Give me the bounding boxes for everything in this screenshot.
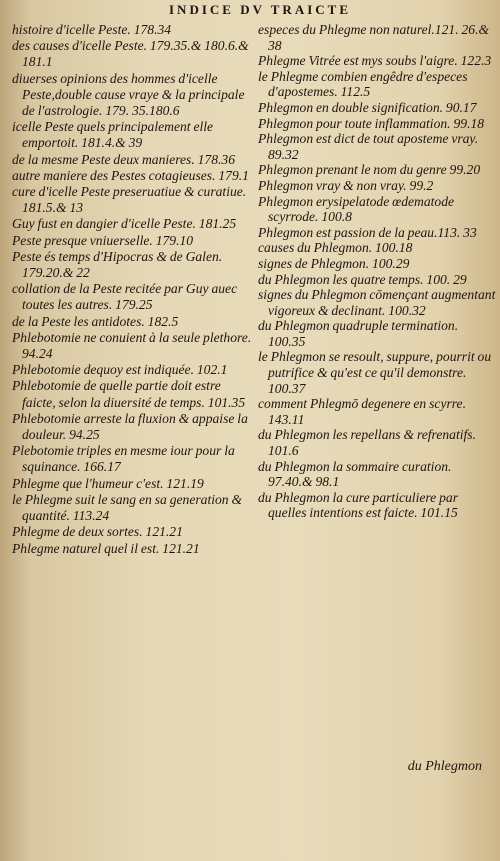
index-entry: causes du Phlegmon. 100.18 [258,240,413,256]
index-entry: cure d'icelle Peste preseruatiue & curatiue. 181.5.& 13 [12,184,247,216]
index-entry: Peste és temps d'Hipocras & de Galen. 179.20.& 22 [12,248,223,281]
index-entry: Phlegme naturel quel il est. 121.21 [12,540,200,556]
index-entry: Phlegme Vitrée est mys soubs l'aigre. 122.3 [258,53,492,69]
index-entry: signes de Phlegmon. 100.29 [258,255,410,271]
index-entry: de la Peste les antidotes. 182.5 [12,313,179,329]
index-entry: comment Phlegmō degenere en scyrre. 143.11 [258,396,466,427]
index-entry: Phlegmon erysipelatode œdematode scyrrode. 100.8 [258,193,455,225]
right-index-column [258,22,496,521]
index-entry: du Phlegmon les quatre temps. 100. 29 [258,271,467,287]
index-entry: diuerses opinions des hommes d'icelle Peste,double cause vraye & la principale de l'astrologie. 179. 35.180.6 [12,70,245,119]
catchword: du Phlegmon [407,759,482,774]
index-entry: Phlegmon vray & non vray. 99.2 [258,177,434,193]
index-entry: Phlebotomie de quelle partie doit estre faicte, selon la diuersité de temps. 101.35 [12,378,246,410]
left-index-column [12,22,252,557]
index-entry: du Phlegmon quadruple termination. 100.35 [258,318,459,349]
index-entry: du Phlegmon les repellans & refrenatifs. 101.6 [258,427,476,459]
index-entry: Phlegmon en double signification. 90.17 [258,99,477,115]
index-entry: des causes d'icelle Peste. 179.35.& 180.6.& 181.1 [12,38,249,70]
index-entry: Phlegmon est passion de la peau.113. 33 [258,224,477,240]
index-entry: Phlebotomie ne conuient à la seule plethore. 94.24 [12,329,252,362]
index-entry: de la mesme Peste deux manieres. 178.36 [12,151,235,167]
index-entry: Phlegme que l'humeur c'est. 121.19 [12,475,204,491]
index-entry: icelle Peste quels principalement elle emportoit. 181.4.& 39 [12,119,214,151]
index-entry: histoire d'icelle Peste. 178.34 [12,22,172,37]
index-entry: Phlegmon pour toute inflammation. 99.18 [258,115,485,131]
index-entry: Phlegmon prenant le nom du genre 99.20 [258,162,481,178]
index-entry: Phlebotomie dequoy est indiquée. 102.1 [12,362,228,378]
index-entry: Peste presque vniuerselle. 179.10 [12,232,194,248]
index-entry: le Phlegmon se resoult, suppure, pourrit ou putrifice & qu'est ce qu'il demonstre. 100.37 [258,349,492,396]
index-entry: le Phlegme combien engêdre d'especes d'apostemes. 112.5 [258,68,468,100]
index-entry: Plebotomie triples en mesme iour pour la squinance. 166.17 [12,443,235,475]
index-entry: Phlegme de deux sortes. 121.21 [12,524,183,540]
index-entry: collation de la Peste recitée par Guy auec toutes les autres. 179.25 [12,281,238,313]
index-entry: du Phlegmon la sommaire curation. 97.40.& 98.1 [258,458,452,490]
index-entry: signes du Phlegmon cōmençant augmentant vigoreux & declinant. 100.32 [258,287,496,318]
index-entry: autre maniere des Pestes cotagieuses. 179.1 [12,167,249,183]
index-entry: Phlegmon est dict de tout aposteme vray. 89.32 [258,131,479,162]
index-entry: du Phlegmon la cure particuliere par quelles intentions est faicte. 101.15 [258,489,458,521]
index-entry: especes du Phlegme non naturel.121. 26.& 38 [258,22,490,53]
index-entry: Phlebotomie arreste la fluxion & appaise la douleur. 94.25 [12,410,248,443]
index-entry: le Phlegme suit le sang en sa generation & quantité. 113.24 [12,491,243,524]
index-entry: Guy fust en dangier d'icelle Peste. 181.25 [12,216,237,232]
running-header: INDICE DV TRAICTE [169,2,351,17]
